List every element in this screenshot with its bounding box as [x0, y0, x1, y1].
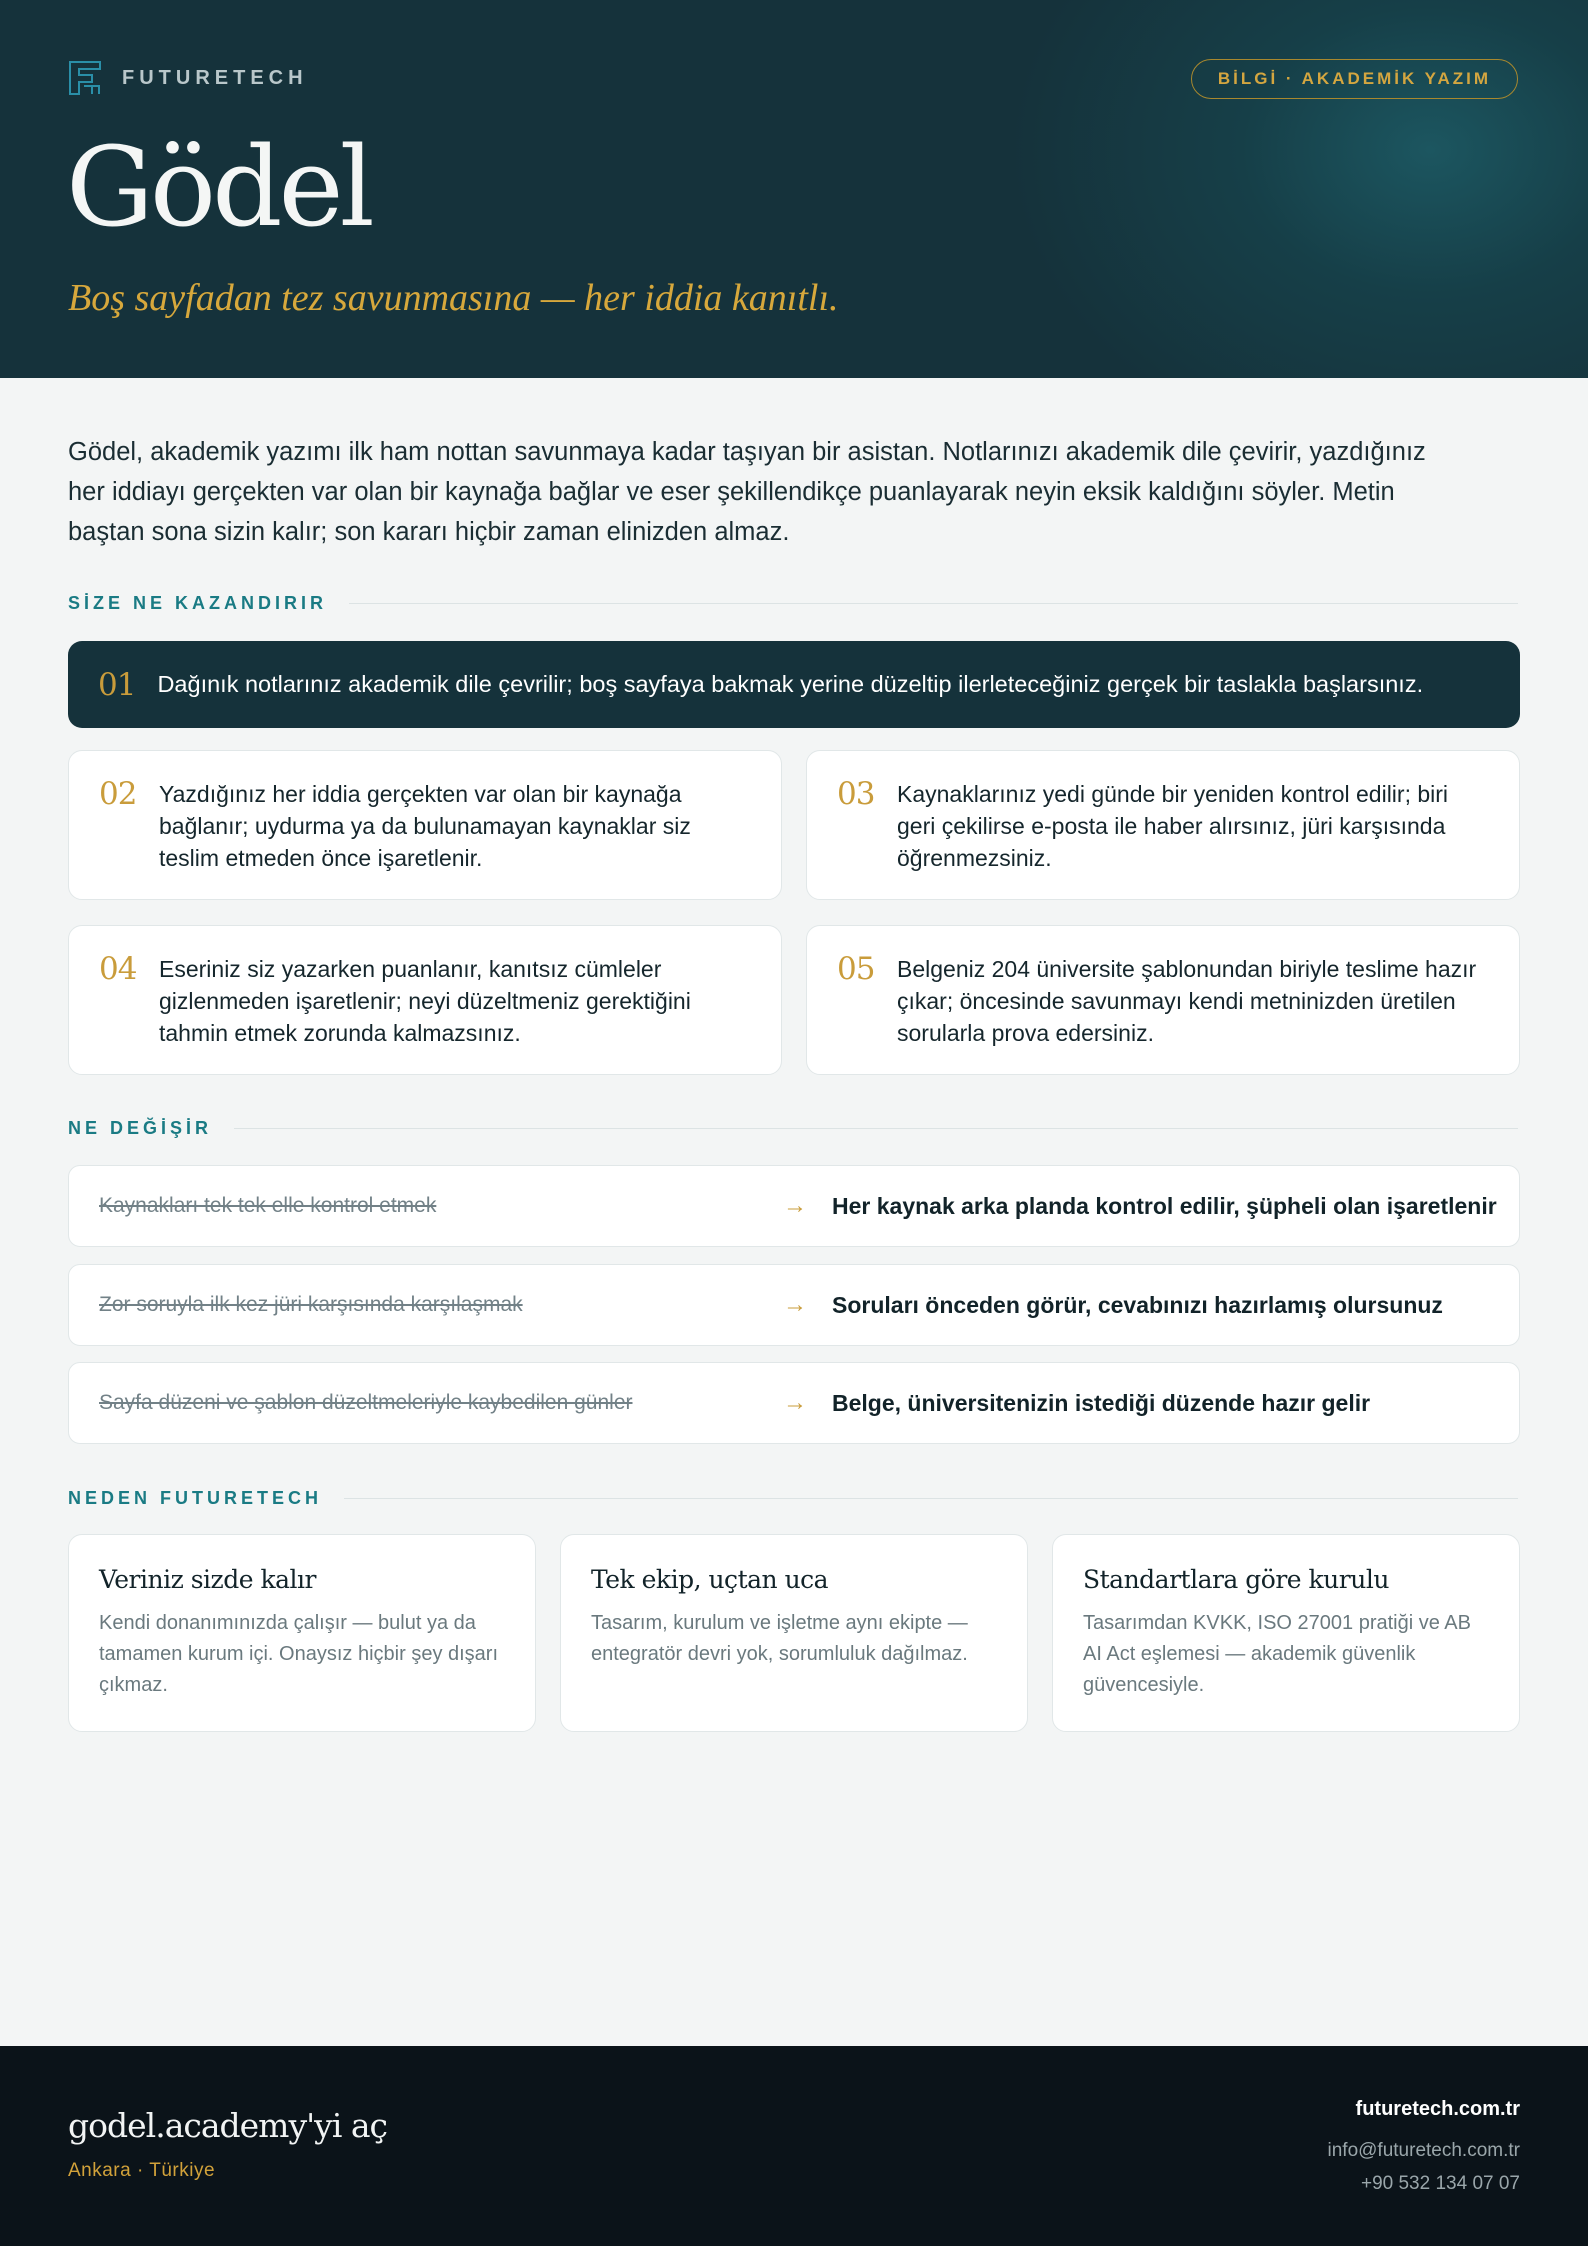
benefit-number: 01: [98, 666, 136, 703]
futuretech-logo-icon: [68, 60, 102, 96]
arrow-right-icon: →: [783, 1192, 807, 1219]
footer: [0, 2046, 1588, 2246]
page-title: Gödel: [66, 123, 371, 251]
benefit-number: 03: [837, 776, 875, 812]
section-divider: [234, 1128, 1518, 1129]
change-row-2: [68, 1264, 1520, 1346]
section-heading-changes: [68, 1118, 1518, 1138]
benefit-number: 02: [99, 776, 137, 812]
hero-header: [0, 0, 1588, 378]
change-after: Belge, üniversitenizin istediği düzende hazır gelir: [832, 1390, 1371, 1416]
change-before: Zor soruyla ilk kez jüri karşısında karşılaşmak: [99, 1293, 523, 1316]
intro-paragraph: Gödel, akademik yazımı ilk ham nottan savunmaya kadar taşıyan bir asistan. Notlarınızı akademik dile çevirir, yazdığınız her iddiayı gerçekten var olan bir kaynağa bağlar ve eser şekillendikçe puanlayarak neyin eksik kaldığını söyler. Metin baştan sona sizin kalır; son kararı hiçbir zaman elinizden almaz.: [68, 438, 1426, 546]
why-card-data: [68, 1534, 536, 1732]
change-after: Soruları önceden görür, cevabınızı hazırlamış olursunuz: [832, 1292, 1443, 1318]
arrow-right-icon: →: [783, 1291, 807, 1318]
section-heading-label: NEDEN FUTURETECH: [68, 1487, 323, 1508]
benefit-card-5: [806, 925, 1520, 1075]
open-godel-link[interactable]: godel.academy'yi aç: [68, 2106, 388, 2145]
benefit-text: Eseriniz siz yazarken puanlanır, kanıtsız cümleler gizlenmeden işaretlenir; neyi düzeltmeniz gerektiğini tahmin etmek zorunda kalmazsınız.: [159, 956, 691, 1046]
website-link[interactable]: futuretech.com.tr: [1355, 2098, 1520, 2120]
why-card-text: Tasarım, kurulum ve işletme aynı ekipte — entegratör devri yok, sorumluluk dağılmaz.: [591, 1612, 968, 1665]
why-card-title: Tek ekip, uçtan uca: [591, 1565, 829, 1594]
benefit-card-2: [68, 750, 782, 900]
benefit-card-4: [68, 925, 782, 1075]
section-divider: [344, 1498, 1518, 1499]
arrow-right-icon: →: [783, 1389, 807, 1416]
why-card-text: Kendi donanımınızda çalışır — bulut ya da tamamen kurum içi. Onaysız hiçbir şey dışarı çıkmaz.: [99, 1612, 499, 1696]
section-heading-label: SİZE NE KAZANDIRIR: [68, 592, 328, 613]
why-card-title: Standartlara göre kurulu: [1083, 1565, 1389, 1594]
tagline: Boş sayfadan tez savunmasına — her iddia kanıtlı.: [68, 277, 839, 319]
brand[interactable]: [68, 60, 308, 96]
change-before: Sayfa düzeni ve şablon düzeltmeleriyle kaybedilen günler: [99, 1391, 633, 1414]
section-heading-benefits: [68, 593, 1518, 613]
section-heading-why: [68, 1488, 1518, 1508]
benefit-text: Kaynaklarınız yedi günde bir yeniden kontrol edilir; biri geri çekilirse e-posta ile haber alırsınız, jüri karşısında öğrenmezsiniz.: [897, 781, 1449, 871]
brand-name: FUTURETECH: [122, 66, 308, 89]
category-badge: BİLGİ · AKADEMİK YAZIM: [1191, 59, 1518, 99]
why-card-team: [560, 1534, 1028, 1732]
footer-location: Ankara · Türkiye: [68, 2160, 216, 2181]
why-card-standards: [1052, 1534, 1520, 1732]
section-divider: [349, 603, 1518, 604]
benefit-card-1: [68, 641, 1520, 728]
benefit-text: Dağınık notlarınız akademik dile çevrilir; boş sayfaya bakmak yerine düzeltip ilerleteceğiniz gerçek bir taslakla başlarsınız.: [157, 671, 1424, 697]
email-link[interactable]: info@futuretech.com.tr: [1327, 2140, 1520, 2161]
benefit-number: 04: [99, 951, 137, 987]
benefit-card-3: [806, 750, 1520, 900]
why-card-text: Tasarımdan KVKK, ISO 27001 pratiği ve AB AI Act eşlemesi — akademik güvenlik güvencesiyle.: [1083, 1612, 1471, 1696]
change-before: Kaynakları tek tek elle kontrol etmek: [99, 1194, 437, 1217]
change-after: Her kaynak arka planda kontrol edilir, şüpheli olan işaretlenir: [832, 1193, 1497, 1219]
benefit-text: Belgeniz 204 üniversite şablonundan biriyle teslime hazır çıkar; öncesinde savunmayı kendi metninizden üretilen sorularla prova edersiniz.: [897, 956, 1477, 1046]
change-row-1: [68, 1165, 1520, 1247]
change-row-3: [68, 1362, 1520, 1444]
benefit-number: 05: [837, 951, 875, 987]
phone-link[interactable]: +90 532 134 07 07: [1360, 2173, 1520, 2194]
why-card-title: Veriniz sizde kalır: [99, 1565, 316, 1594]
benefit-text: Yazdığınız her iddia gerçekten var olan bir kaynağa bağlanır; uydurma ya da bulunamayan kaynaklar siz teslim etmeden önce işaretlenir.: [159, 781, 691, 871]
section-heading-label: NE DEĞİŞİR: [68, 1117, 213, 1138]
